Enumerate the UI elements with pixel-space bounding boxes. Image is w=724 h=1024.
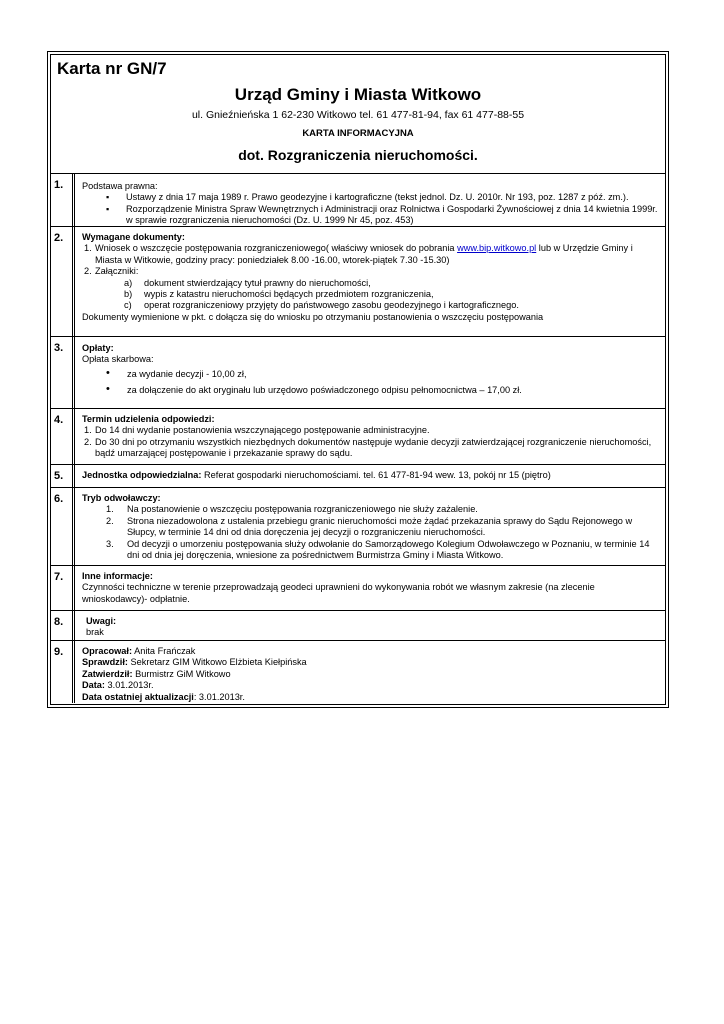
office-address: ul. Gnieźnieńska 1 62-230 Witkowo tel. 61 477-81-94, fax 61 477-88-55	[191, 109, 525, 121]
list-item: 2. Do 30 dni po otrzymaniu wszystkich niezbędnych dokumentów następuje wydanie decyzji zatwierdzającej rozgraniczenie nieruchomości, bądź umarzającej postępowanie i przekazanie sprawy do sądu.	[84, 436, 652, 459]
last-update-date: Data ostatniej aktualizacji: 3.01.2013r.	[82, 691, 245, 702]
appeal-list	[82, 504, 661, 561]
prepared-by: Opracował: Anita Frańczak	[82, 646, 196, 656]
list-item: ▪ Ustawy z dnia 17 maja 1989 r. Prawo geodezyjne i kartograficzne (tekst jednol. Dz. U. 2010r. Nr 193, poz. 1287 z póź. zm.).	[82, 192, 661, 203]
document-table	[50, 54, 666, 705]
section-content	[79, 566, 665, 607]
attachments-list	[82, 278, 661, 312]
section-title: Inne informacje:	[82, 571, 153, 581]
section-number: 2.	[51, 227, 75, 336]
approved-by: Zatwierdził: Burmistrz GiM Witkowo	[82, 668, 231, 679]
section-number: 1.	[51, 174, 75, 226]
list-item: ▪ Rozporządzenie Ministra Spraw Wewnętrznych i Administracji oraz Rolnictwa i Gospodarki Żywnościowej z dnia 14 kwietnia 1999r. w sprawie rozgraniczenia nieruchomości (Dz. U. 1999 Nr 45, poz. 453)	[82, 204, 661, 227]
card-number: Karta nr GN/7	[57, 59, 167, 78]
document-header	[51, 55, 665, 174]
bip-link[interactable]: www.bip.witkowo.pl	[457, 243, 537, 254]
section-content	[79, 227, 665, 325]
section-fees	[51, 337, 665, 409]
section-number: 7.	[51, 566, 75, 610]
list-item: 1. Na postanowienie o wszczęciu postępowania rozgraniczeniowego nie służy zażalenie.	[106, 504, 478, 515]
response-list	[82, 425, 661, 459]
section-content	[79, 611, 665, 641]
fees-subtitle: Opłata skarbowa:	[82, 354, 154, 365]
list-item: 2. Załączniki:	[84, 266, 139, 277]
document-frame	[47, 51, 669, 708]
list-item: b) wypis z katastru nieruchomości będących przedmiotem rozgraniczenia,	[124, 289, 434, 300]
section-legal-basis	[51, 174, 665, 227]
section-other-info	[51, 566, 665, 611]
section-title: Podstawa prawna:	[82, 181, 158, 191]
section-title: Jednostka odpowiedzialna:	[82, 470, 202, 480]
list-item: • za dołączenie do akt oryginału lub urzędowo poświadczonego odpisu pełnomocnictwa – 17,00 zł.	[82, 385, 661, 396]
list-item: a) dokument stwierdzający tytuł prawny do nieruchomości,	[124, 277, 371, 288]
list-item: 3. Od decyzji o umorzeniu postępowania służy odwołanie do Samorządowego Kolegium Odwoławczego w Poznaniu, w terminie 14 dni od dnia jej doręczenia, wniesione za pośrednictwem Burmistrza Gminy i Miasta Witkowo.	[106, 538, 650, 561]
section-title: Opłaty:	[82, 343, 114, 353]
legal-basis-list	[82, 192, 661, 226]
section-required-documents	[51, 227, 665, 337]
section-remarks	[51, 611, 665, 641]
section-number: 5.	[51, 465, 75, 487]
card-subject: dot. Rozgraniczenia nieruchomości.	[238, 147, 478, 163]
section-appeal	[51, 488, 665, 566]
section-title: Uwagi:	[86, 616, 117, 626]
other-info-text: Czynności techniczne w terenie przeprowadzają geodeci uprawnieni do wykonywania robót we własnym zakresie (na zlecenie wnioskodawcy)- odpłatnie.	[82, 582, 595, 604]
card-type: KARTA INFORMACYJNA	[302, 128, 414, 139]
section-content	[79, 465, 665, 483]
section-number: 6.	[51, 488, 75, 565]
section-content	[79, 337, 665, 404]
section-content	[79, 409, 665, 462]
document-date: Data: 3.01.2013r.	[82, 680, 154, 691]
section-authors	[51, 641, 665, 703]
section-content	[79, 488, 665, 563]
section-number: 4.	[51, 409, 75, 464]
list-item: • za wydanie decyzji - 10,00 zł,	[82, 369, 661, 380]
checked-by: Sprawdził: Sekretarz GIM Witkowo Elżbieta Kiełpińska	[82, 657, 307, 668]
fees-list	[82, 369, 661, 397]
section-number: 3.	[51, 337, 75, 408]
section-responsible-unit	[51, 465, 665, 488]
list-item: c) operat rozgraniczeniowy przyjęty do państwowego zasobu geodezyjnego i kartograficznego.	[124, 300, 519, 311]
section-number: 8.	[51, 611, 75, 640]
section-response-time	[51, 409, 665, 465]
list-item: 1. Do 14 dni wydanie postanowienia wszczynającego postępowanie administracyjne.	[84, 425, 430, 436]
section-title: Tryb odwoławczy:	[82, 493, 161, 503]
section-number: 9.	[51, 641, 75, 703]
section-content	[79, 641, 665, 705]
office-name: Urząd Gminy i Miasta Witkowo	[234, 85, 482, 104]
documents-note: Dokumenty wymienione w pkt. c dołącza się do wniosku po otrzymaniu postanowienia o wszczęciu postępowania	[82, 311, 544, 322]
documents-list	[82, 243, 661, 277]
section-content	[79, 174, 665, 229]
list-item: 2. Strona niezadowolona z ustalenia przebiegu granic nieruchomości może żądać przekazania sprawy do Sądu Rejonowego w Słupcy, w terminie 14 dni od dnia doręczenia jej decyzji o rozgraniczeniu nieruchomości.	[106, 515, 633, 538]
responsible-unit-text: Referat gospodarki nieruchomościami. tel. 61 477-81-94 wew. 13, pokój nr 15 (piętro)	[201, 470, 551, 480]
section-title: Termin udzielenia odpowiedzi:	[82, 414, 215, 424]
remarks-text: brak	[86, 627, 104, 638]
list-item: 1. Wniosek o wszczęcie postępowania rozgraniczeniowego( właściwy wniosek do pobrania www.bip.witkowo.pl lub w Urzędzie Gminy i Miasta w Witkowie, godziny pracy: poniedziałek 8.00 -16.00, wtorek-piątek 7.30 -15.30)	[84, 243, 633, 265]
section-title: Wymagane dokumenty:	[82, 232, 185, 242]
